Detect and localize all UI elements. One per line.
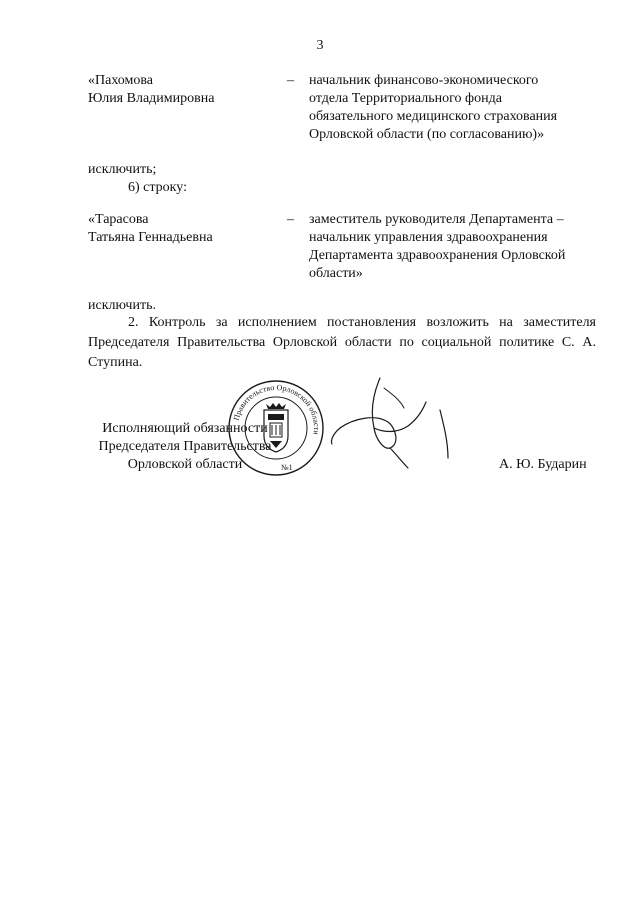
- entry1-dash: –: [287, 73, 294, 88]
- coat-of-arms-icon: [264, 403, 288, 452]
- entry2-role-line-2: начальник управления здравоохранения: [309, 230, 548, 245]
- exclude-text-2: исключить.: [88, 298, 156, 313]
- entry1-role-line-4: Орловской области (по согласованию)»: [309, 127, 545, 142]
- exclude-text-1: исключить;: [88, 162, 157, 177]
- entry1-name-line-1: «Пахомова: [88, 73, 154, 88]
- entry2-name-line-2: Татьяна Геннадьевна: [88, 230, 213, 245]
- signature-title-line-1: Исполняющий обязанности: [102, 421, 268, 436]
- entry2-role-line-1: заместитель руководителя Департамента –: [309, 212, 564, 227]
- official-stamp: [226, 378, 326, 478]
- entry1-role-line-2: отдела Территориального фонда: [309, 91, 502, 106]
- signature-title-line-3: Орловской области: [127, 457, 243, 472]
- item-6-text: 6) строку:: [128, 180, 187, 195]
- control-paragraph: 2. Контроль за исполнением постановления возложить на заместителя Председателя Правительства Орловской области по социальной политике С. А. Ступина.: [88, 315, 596, 370]
- page-number: 3: [316, 38, 324, 53]
- entry1-role-line-1: начальник финансово-экономического: [309, 73, 539, 88]
- entry2-role-line-4: области»: [309, 266, 363, 281]
- entry1-role-line-3: обязательного медицинского страхования: [309, 109, 558, 124]
- signer-name: А. Ю. Бударин: [499, 457, 587, 472]
- stamp-ring-text: Правительство Орловской области: [231, 382, 322, 436]
- entry2-name-line-1: «Тарасова: [88, 212, 149, 227]
- entry1-name-line-2: Юлия Владимировна: [88, 91, 215, 106]
- signature-title-line-2: Председателя Правительства: [98, 439, 272, 454]
- handwritten-signature: [330, 370, 470, 485]
- stamp-number: №1: [281, 463, 293, 472]
- entry2-role-line-3: Департамента здравоохранения Орловской: [309, 248, 566, 263]
- entry2-dash: –: [287, 212, 294, 227]
